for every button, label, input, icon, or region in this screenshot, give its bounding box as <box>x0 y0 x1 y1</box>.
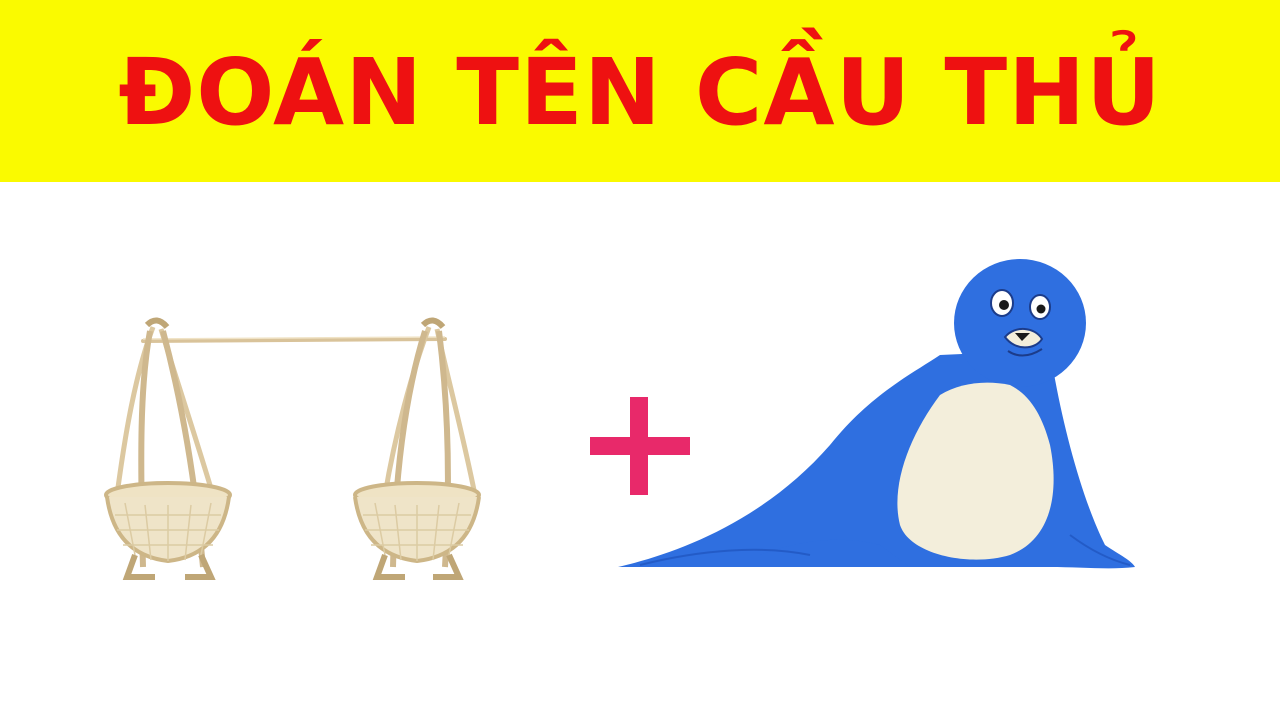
carrying-pole-baskets-icon <box>95 315 495 590</box>
title-banner <box>0 0 1280 182</box>
seal-icon <box>610 255 1140 580</box>
page-title: ĐOÁN TÊN CẦU THỦ <box>118 39 1162 146</box>
